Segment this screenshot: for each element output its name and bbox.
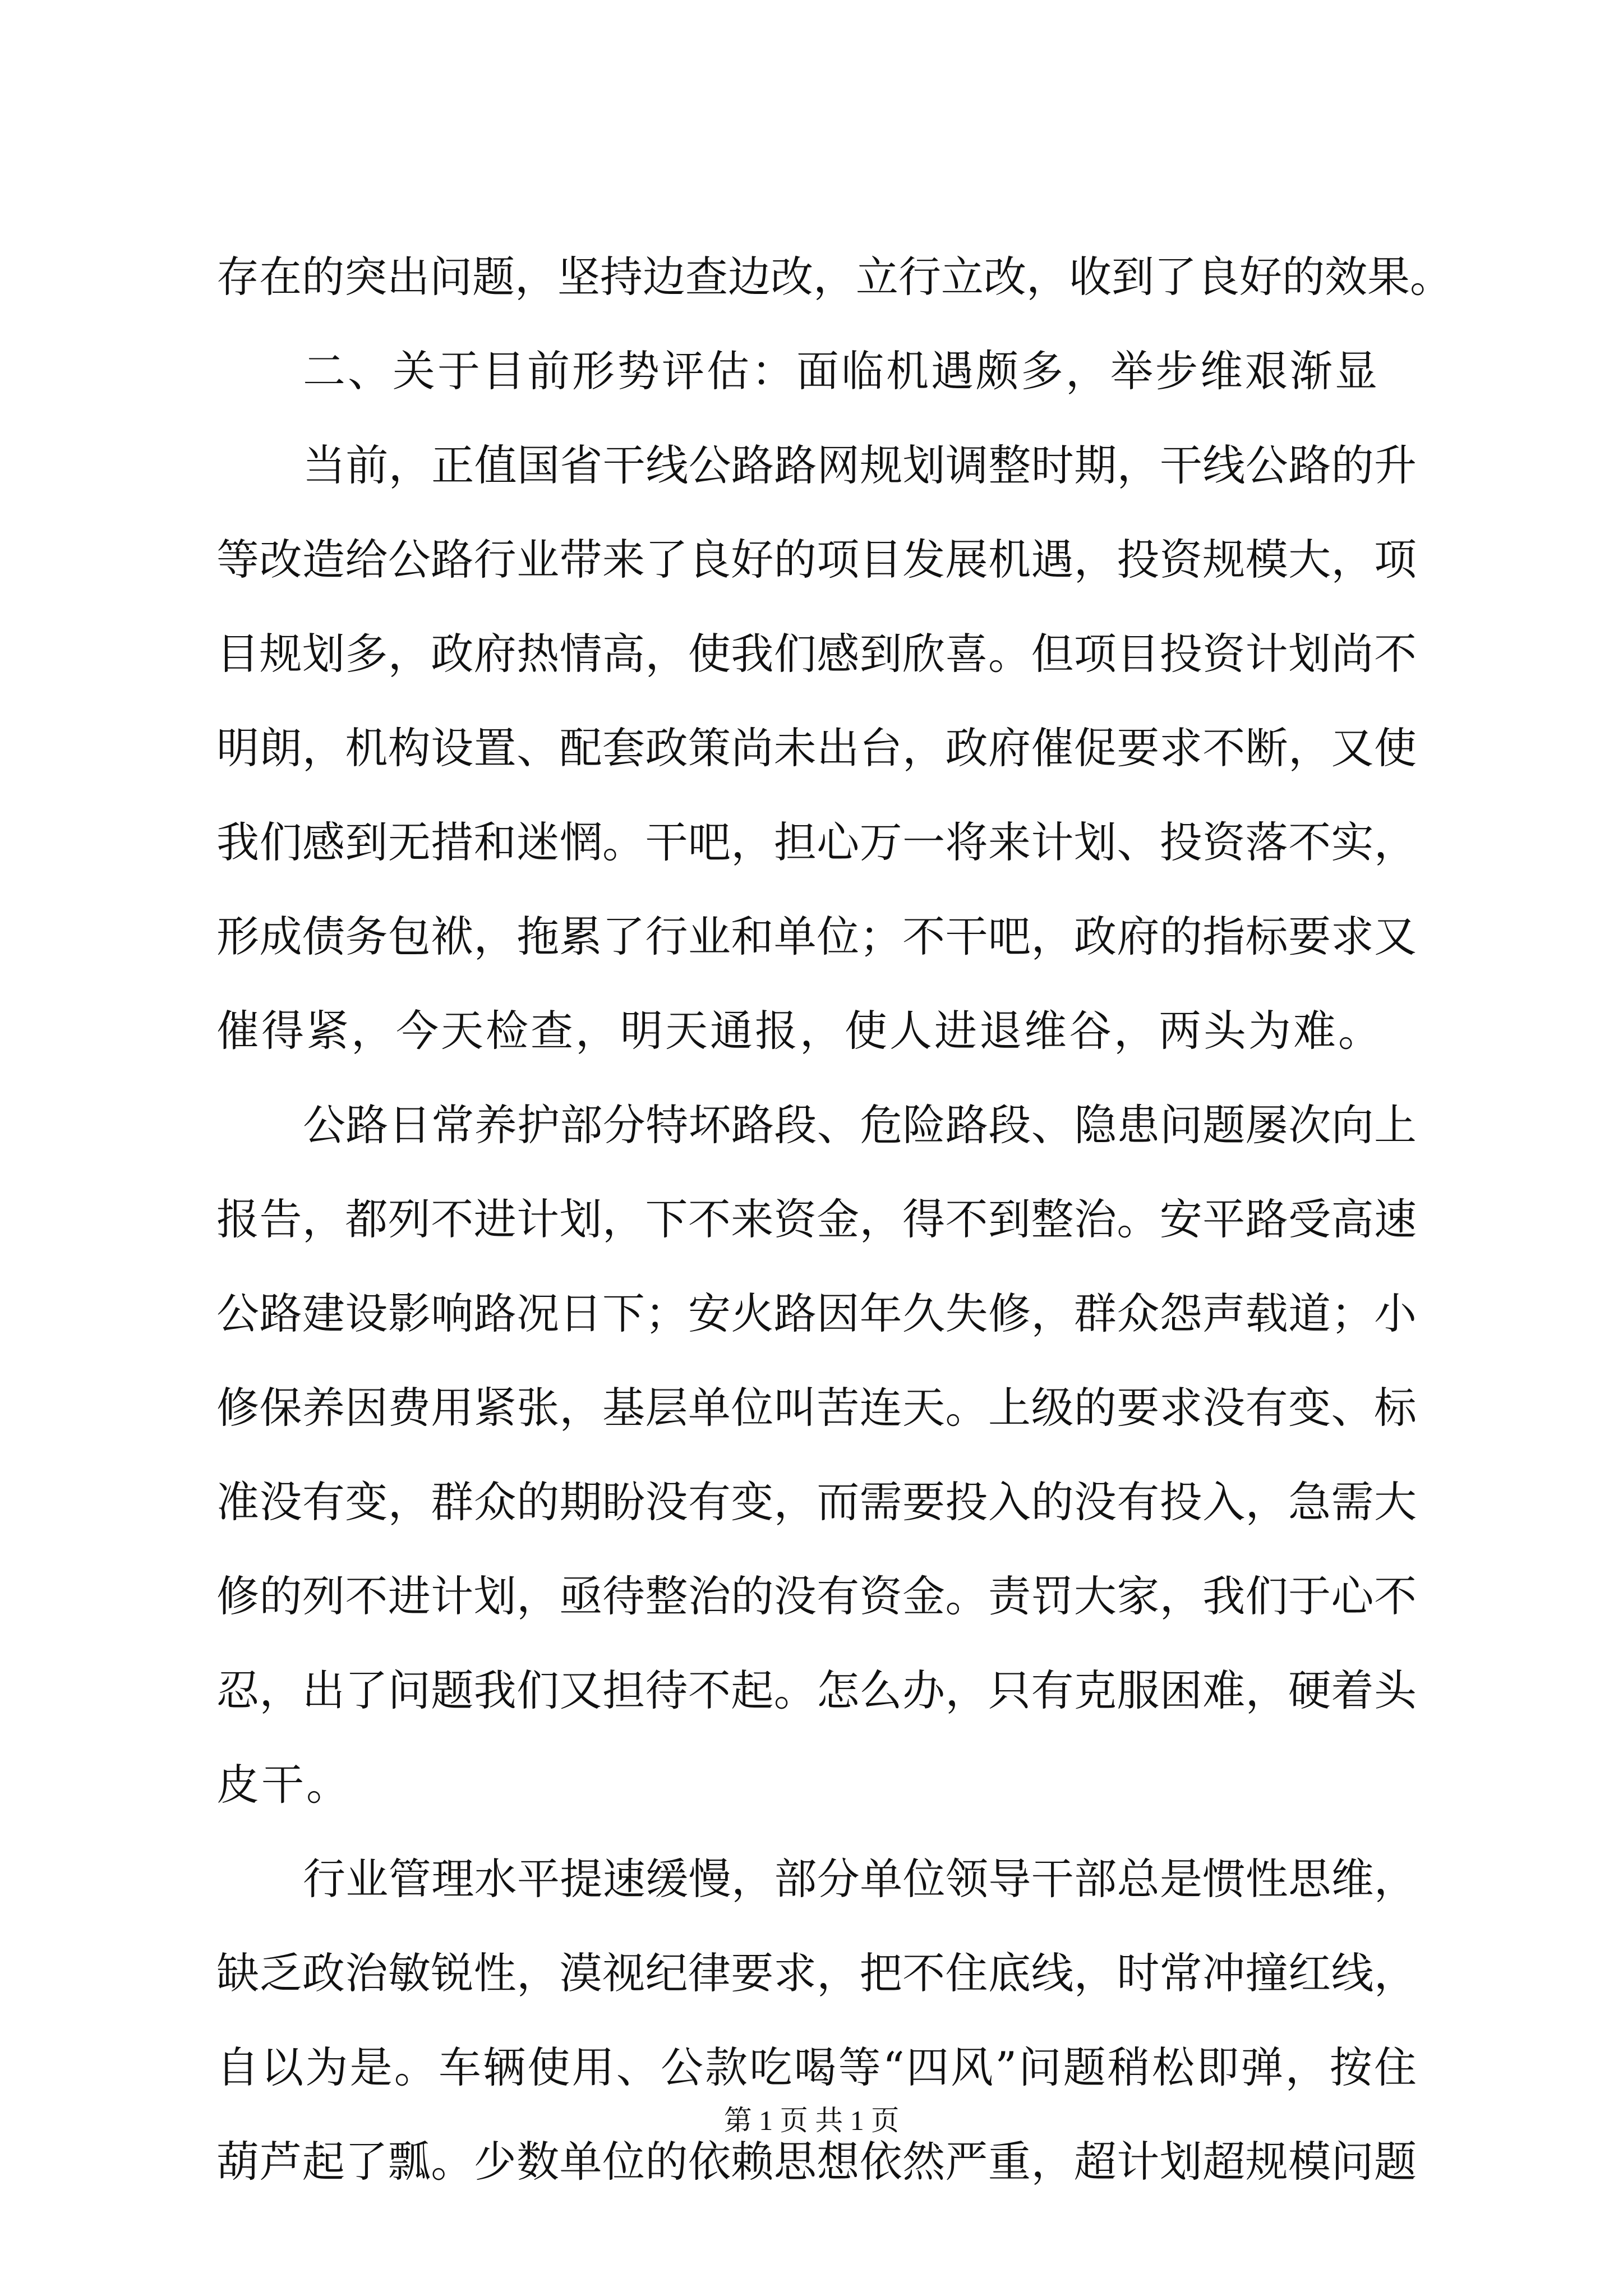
text-line: 准没有变，群众的期盼没有变，而需要投入的没有投入，急需大 xyxy=(216,1477,1417,1527)
text-line: 当前，正值国省干线公路路网规划调整时期，干线公路的升 xyxy=(303,440,1417,490)
page-footer xyxy=(0,2101,1623,2140)
text-line: 修保养因费用紧张，基层单位叫苦连天。上级的要求没有变、标 xyxy=(216,1383,1417,1433)
text-line: 皮干。 xyxy=(216,1760,351,1810)
text-line: 修的列不进计划，亟待整治的没有资金。责罚大家，我们于心不 xyxy=(216,1571,1417,1621)
text-line: 明朗，机构设置、配套政策尚未出台，政府催促要求不断，又使 xyxy=(216,723,1417,773)
text-line: 忍，出了问题我们又担待不起。怎么办，只有克服困难，硬着头 xyxy=(216,1665,1417,1715)
text-line: 存在的突出问题，坚持边查边改，立行立改，收到了良好的效果。 xyxy=(216,252,1453,302)
text-line: 葫芦起了瓢。少数单位的依赖思想依然严重，超计划超规模问题 xyxy=(216,2137,1417,2187)
text-line: 缺乏政治敏锐性，漠视纪律要求，把不住底线，时常冲撞红线， xyxy=(216,1948,1417,1998)
text-line: 公路日常养护部分特坏路段、危险路段、隐患问题屡次向上 xyxy=(303,1100,1417,1150)
text-line: 公路建设影响路况日下；安火路因年久失修，群众怨声载道；小 xyxy=(216,1289,1417,1338)
text-line: 等改造给公路行业带来了良好的项目发展机遇，投资规模大，项 xyxy=(216,535,1417,585)
text-line: 自以为是。车辆使用、公款吃喝等“四风”问题稍松即弹，按住 xyxy=(216,2042,1417,2092)
text-line: 我们感到无措和迷惘。干吧，担心万一将来计划、投资落不实， xyxy=(216,817,1417,867)
text-line: 催得紧，今天检查，明天通报，使人进退维谷，两头为难。 xyxy=(216,1006,1383,1056)
text-line: 目规划多，政府热情高，使我们感到欣喜。但项目投资计划尚不 xyxy=(216,629,1417,679)
text-line: 形成债务包袱，拖累了行业和单位；不干吧，政府的指标要求又 xyxy=(216,912,1417,961)
document-body xyxy=(216,230,1453,2209)
section-heading: 二、关于目前形势评估：面临机遇颇多，举步维艰渐显 xyxy=(303,346,1380,396)
page-number-label: 第 1 页 共 1 页 xyxy=(723,2105,900,2136)
text-line: 报告，都列不进计划，下不来资金，得不到整治。安平路受高速 xyxy=(216,1194,1417,1244)
text-line: 行业管理水平提速缓慢，部分单位领导干部总是惯性思维， xyxy=(303,1854,1417,1904)
